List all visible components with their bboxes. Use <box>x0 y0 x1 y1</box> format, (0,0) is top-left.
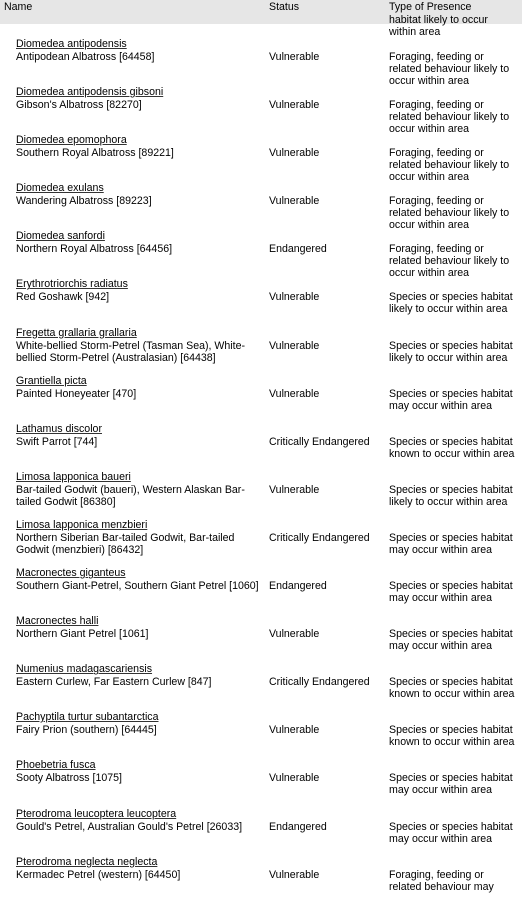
common-name: Red Goshawk [942] <box>16 291 110 304</box>
status-cell: Vulnerable <box>269 724 320 737</box>
status-cell: Endangered <box>269 243 327 256</box>
common-name: Northern Siberian Bar-tailed Godwit, Bar-tailed Godwit (menzbieri) [86432] <box>16 531 235 556</box>
presence-cell: Foraging, feeding or related behaviour likely to occur within area <box>389 99 510 136</box>
status-cell: Endangered <box>269 820 327 833</box>
scientific-name-link[interactable]: Limosa lapponica menzbieri <box>16 518 148 531</box>
table-row <box>0 423 522 471</box>
common-name: Fairy Prion (southern) [64445] <box>16 724 157 737</box>
common-name: Swift Parrot [744] <box>16 435 98 448</box>
scientific-name-link[interactable]: Diomedea epomophora <box>16 134 127 147</box>
status-cell: Vulnerable <box>269 387 320 400</box>
scientific-name-link[interactable]: Pterodroma neglecta neglecta <box>16 855 158 868</box>
presence-cell: Species or species habitat may occur within area <box>389 387 513 412</box>
scientific-name-link[interactable]: Phoebetria fusca <box>16 759 96 772</box>
common-name: Gould's Petrel, Australian Gould's Petrel [26033] <box>16 820 243 833</box>
column-header-presence: Type of Presence <box>389 1 472 13</box>
species-table-body <box>0 38 522 904</box>
presence-cell: Foraging, feeding or related behaviour likely to occur within area <box>389 147 510 184</box>
table-row <box>0 278 522 326</box>
common-name: Bar-tailed Godwit (baueri), Western Alaskan Bar-tailed Godwit [86380] <box>16 483 245 508</box>
table-row <box>0 856 522 904</box>
table-row <box>0 759 522 807</box>
table-row <box>0 711 522 759</box>
scientific-name-link[interactable]: Fregetta grallaria grallaria <box>16 326 137 339</box>
presence-cell: Species or species habitat likely to occur within area <box>389 483 513 508</box>
presence-cell: Foraging, feeding or related behaviour may <box>389 868 494 893</box>
scientific-name-link[interactable]: Pterodroma leucoptera leucoptera <box>16 807 177 820</box>
scientific-name-link[interactable]: Macronectes halli <box>16 615 99 628</box>
column-header-name: Name <box>4 1 33 13</box>
common-name: Southern Giant-Petrel, Southern Giant Petrel [1060] <box>16 580 259 593</box>
status-cell: Endangered <box>269 580 327 593</box>
scientific-name-link[interactable]: Lathamus discolor <box>16 422 102 435</box>
status-cell: Vulnerable <box>269 51 320 63</box>
presence-cell: Species or species habitat may occur within area <box>389 580 513 605</box>
scientific-name-link[interactable]: Macronectes giganteus <box>16 567 126 580</box>
table-row <box>0 808 522 856</box>
common-name: White-bellied Storm-Petrel (Tasman Sea), White-bellied Storm-Petrel (Australasian) [64438] <box>16 339 246 364</box>
presence-cell: Species or species habitat likely to occur within area <box>389 339 513 364</box>
status-cell: Vulnerable <box>269 772 320 785</box>
scientific-name-link[interactable]: Diomedea antipodensis gibsoni <box>16 86 164 99</box>
status-cell: Critically Endangered <box>269 435 370 448</box>
scientific-name-link[interactable]: Grantiella picta <box>16 374 87 387</box>
scientific-name-link[interactable]: Limosa lapponica baueri <box>16 470 131 483</box>
scientific-name-link[interactable]: Diomedea antipodensis <box>16 38 127 50</box>
status-cell: Critically Endangered <box>269 531 370 544</box>
continued-presence: habitat likely to occur within area <box>389 14 488 38</box>
table-row <box>0 519 522 567</box>
presence-cell: Species or species habitat known to occur within area <box>389 435 515 460</box>
table-row <box>0 663 522 711</box>
table-row <box>0 375 522 423</box>
status-cell: Vulnerable <box>269 147 320 160</box>
table-row <box>0 182 522 230</box>
common-name: Painted Honeyeater [470] <box>16 387 137 400</box>
presence-cell: Foraging, feeding or related behaviour likely to occur within area <box>389 51 510 87</box>
common-name: Kermadec Petrel (western) [64450] <box>16 868 181 881</box>
table-row <box>0 86 522 134</box>
presence-cell: Species or species habitat may occur within area <box>389 531 513 556</box>
table-row <box>0 38 522 86</box>
scientific-name-link[interactable]: Diomedea exulans <box>16 182 104 195</box>
presence-cell: Species or species habitat likely to occur within area <box>389 291 513 316</box>
table-row <box>0 471 522 519</box>
presence-cell: Foraging, feeding or related behaviour likely to occur within area <box>389 195 510 232</box>
table-row <box>0 567 522 615</box>
status-cell: Critically Endangered <box>269 676 370 689</box>
common-name: Northern Giant Petrel [1061] <box>16 628 149 641</box>
table-row <box>0 134 522 182</box>
common-name: Antipodean Albatross [64458] <box>16 51 155 63</box>
presence-cell: Species or species habitat known to occur within area <box>389 724 515 749</box>
status-cell: Vulnerable <box>269 195 320 208</box>
presence-cell: Foraging, feeding or related behaviour likely to occur within area <box>389 243 510 280</box>
presence-cell: Species or species habitat may occur within area <box>389 628 513 653</box>
column-header-status: Status <box>269 1 300 13</box>
table-header <box>0 0 522 14</box>
common-name: Eastern Curlew, Far Eastern Curlew [847] <box>16 676 212 689</box>
common-name: Wandering Albatross [89223] <box>16 195 152 208</box>
common-name: Sooty Albatross [1075] <box>16 772 123 785</box>
table-row <box>0 230 522 278</box>
status-cell: Vulnerable <box>269 339 320 352</box>
table-row <box>0 615 522 663</box>
scientific-name-link[interactable]: Numenius madagascariensis <box>16 663 153 676</box>
status-cell: Vulnerable <box>269 483 320 496</box>
status-cell: Vulnerable <box>269 868 320 881</box>
scientific-name-link[interactable]: Erythrotriorchis radiatus <box>16 278 128 291</box>
presence-cell: Species or species habitat known to occur within area <box>389 676 515 701</box>
presence-cell: Species or species habitat may occur within area <box>389 820 513 845</box>
scientific-name-link[interactable]: Pachyptila turtur subantarctica <box>16 711 159 724</box>
presence-cell: Species or species habitat may occur within area <box>389 772 513 797</box>
status-cell: Vulnerable <box>269 291 320 304</box>
common-name: Southern Royal Albatross [89221] <box>16 147 174 160</box>
common-name: Gibson's Albatross [82270] <box>16 99 142 112</box>
status-cell: Vulnerable <box>269 99 320 112</box>
scientific-name-link[interactable]: Diomedea sanfordi <box>16 230 105 243</box>
table-row <box>0 327 522 375</box>
status-cell: Vulnerable <box>269 628 320 641</box>
common-name: Northern Royal Albatross [64456] <box>16 243 173 256</box>
